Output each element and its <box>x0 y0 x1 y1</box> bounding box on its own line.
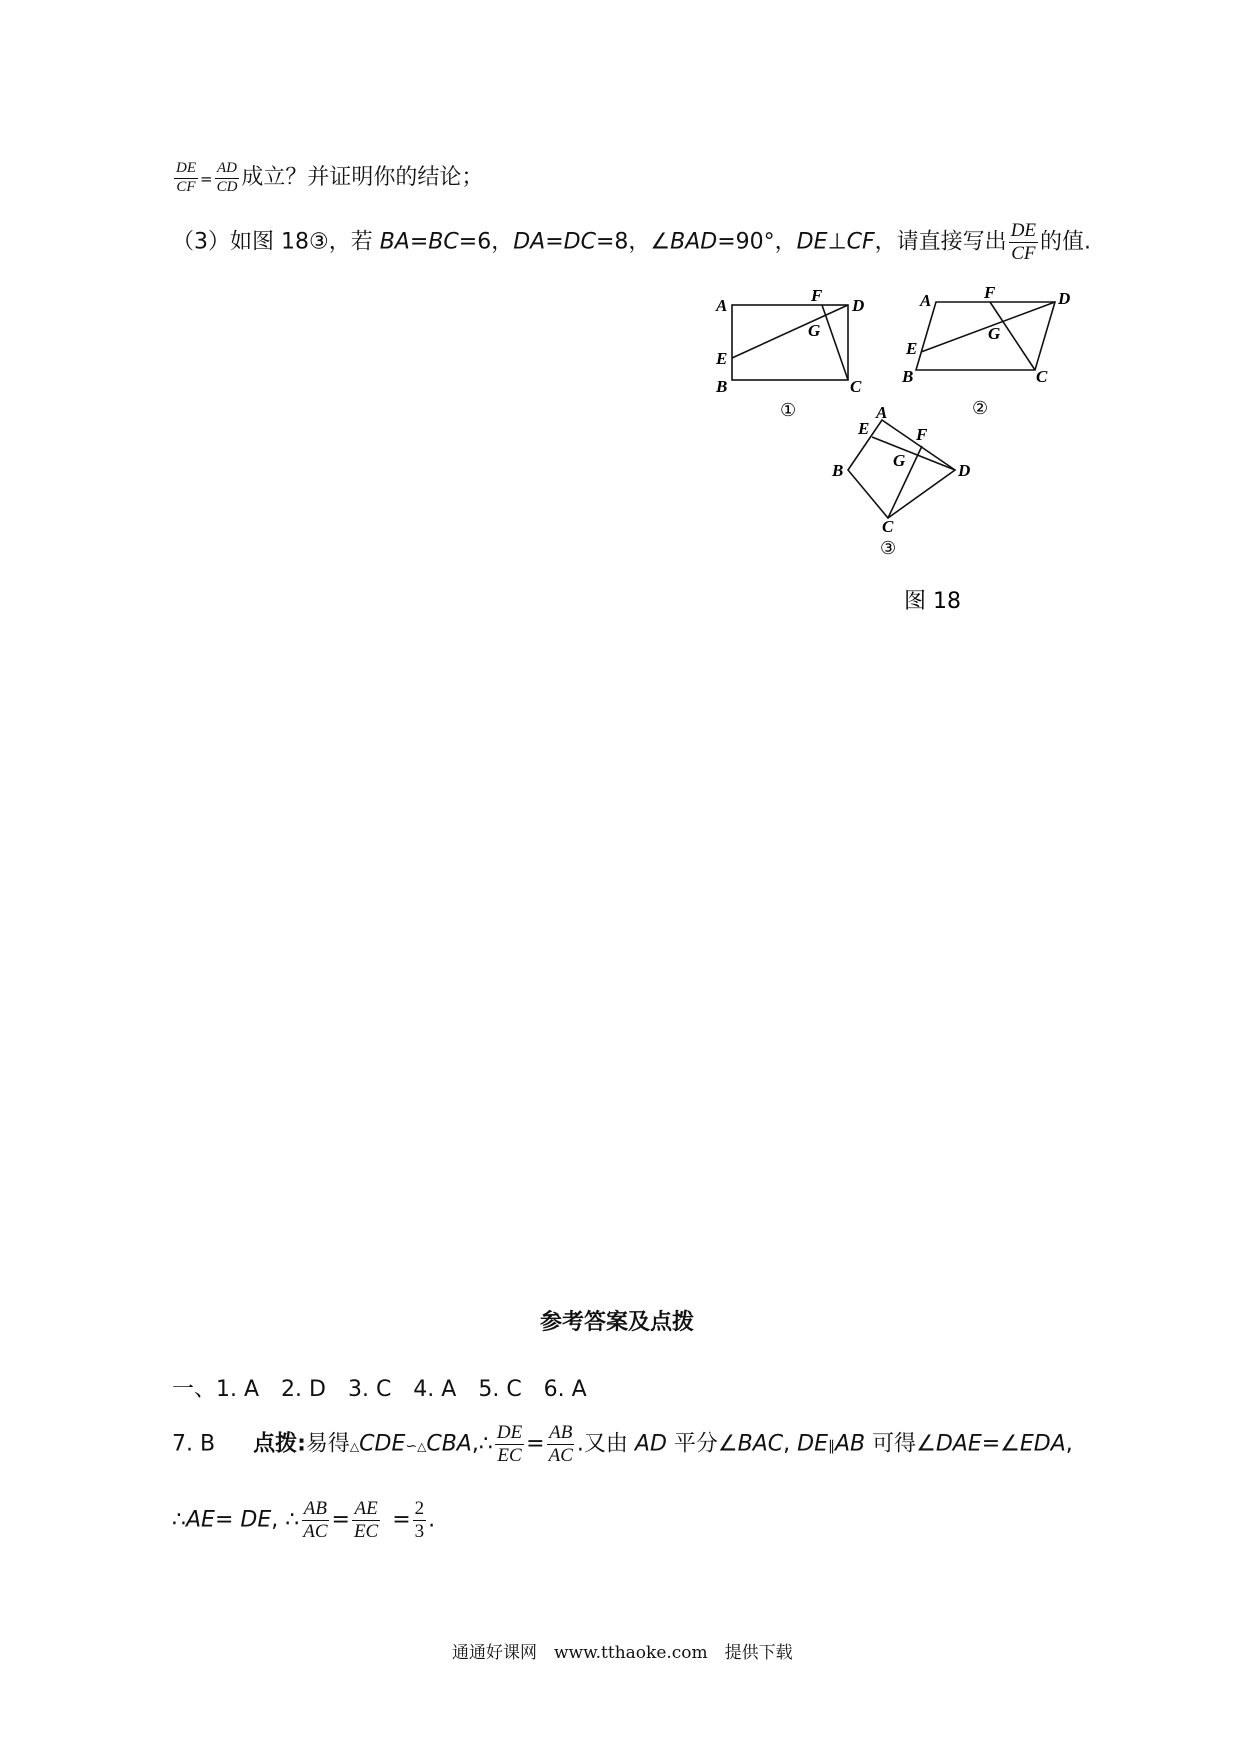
fraction-ab-ac-2: $\frac{AB}{AC}$ <box>303 1498 328 1542</box>
fig2-label-d: D <box>1058 289 1071 308</box>
fig2-parallelogram <box>916 302 1055 370</box>
fig3-label-d: D <box>958 461 971 480</box>
question-2-text: 成立？并证明你的结论； <box>241 165 484 190</box>
fig2-caption: ② <box>972 398 989 419</box>
fig1-label-d: D <box>852 296 865 315</box>
fig3-label-a: A <box>876 403 888 422</box>
figure-18 <box>0 0 1240 640</box>
fig1-rectangle <box>732 305 848 380</box>
fig2-label-a: A <box>920 291 932 310</box>
fraction-ad-cd: $\frac{AD}{CD}$ <box>216 160 238 195</box>
footer-text: 通通好课网 www.tthaoke.com 提供下载 <box>452 1643 793 1663</box>
fig1-label-c: C <box>850 377 862 396</box>
fig2-label-c: C <box>1036 367 1048 386</box>
fig1-label-e: E <box>716 349 728 368</box>
fig3-label-e: E <box>858 419 870 438</box>
fig3-label-c: C <box>882 517 894 536</box>
fig1-label-g: G <box>808 321 821 340</box>
question-3: （3）如图 18③，若 BA=BC=6，DA=DC=8，∠BAD=90°，DE⊥CF，请直接写出 $\frac{DE}{CF}$ 的值. <box>172 220 1092 264</box>
fig2-label-g: G <box>988 324 1001 343</box>
fig3-label-g: G <box>893 451 906 470</box>
fig1-label-f: F <box>811 286 823 305</box>
answers-q7-line-1: 7. B 点拨:易得△CDE∽△CBA,∴ $\frac{DE}{EC}$ = $\frac{AB}{AC}$ .又由 AD 平分∠BAC, DE∥AB 可得∠DAE=∠EDA, <box>172 1422 1073 1466</box>
fig1-label-a: A <box>716 296 728 315</box>
fig3-caption: ③ <box>880 538 897 559</box>
fig1-line-fc <box>822 305 848 380</box>
fraction-ae-ec: $\frac{AE}{EC}$ <box>353 1498 379 1542</box>
fig2-label-e: E <box>906 339 918 358</box>
figure-caption: 图 18 <box>904 589 961 614</box>
answers-q7-line-2: ∴AE= DE, ∴ $\frac{AB}{AC}$ = $\frac{AE}{EC}$ = $\frac{2}{3}$ . <box>172 1498 436 1542</box>
fig3-label-f: F <box>916 425 928 444</box>
fig1-label-b: B <box>716 377 728 396</box>
fraction-de-cf-q3: $\frac{DE}{CF}$ <box>1010 220 1037 264</box>
fig2-label-b: B <box>902 367 914 386</box>
fig2-label-f: F <box>984 283 996 302</box>
fraction-de-ec: $\frac{DE}{EC}$ <box>496 1422 523 1466</box>
fraction-ab-ac: $\frac{AB}{AC}$ <box>548 1422 573 1466</box>
fig1-caption: ① <box>780 400 797 421</box>
question-2-tail: $\frac{DE}{CF}$ = $\frac{AD}{CD}$ 成立？并证明你的结论； <box>176 160 484 195</box>
fig3-label-b: B <box>832 461 844 480</box>
fraction-2-3: $\frac{2}{3}$ <box>414 1498 425 1542</box>
fraction-de-cf: $\frac{DE}{CF}$ <box>176 160 196 195</box>
answers-title: 参考答案及点拨 <box>540 1310 695 1335</box>
answers-line-1: 一、1. A 2. D 3. C 4. A 5. C 6. A <box>172 1377 587 1402</box>
